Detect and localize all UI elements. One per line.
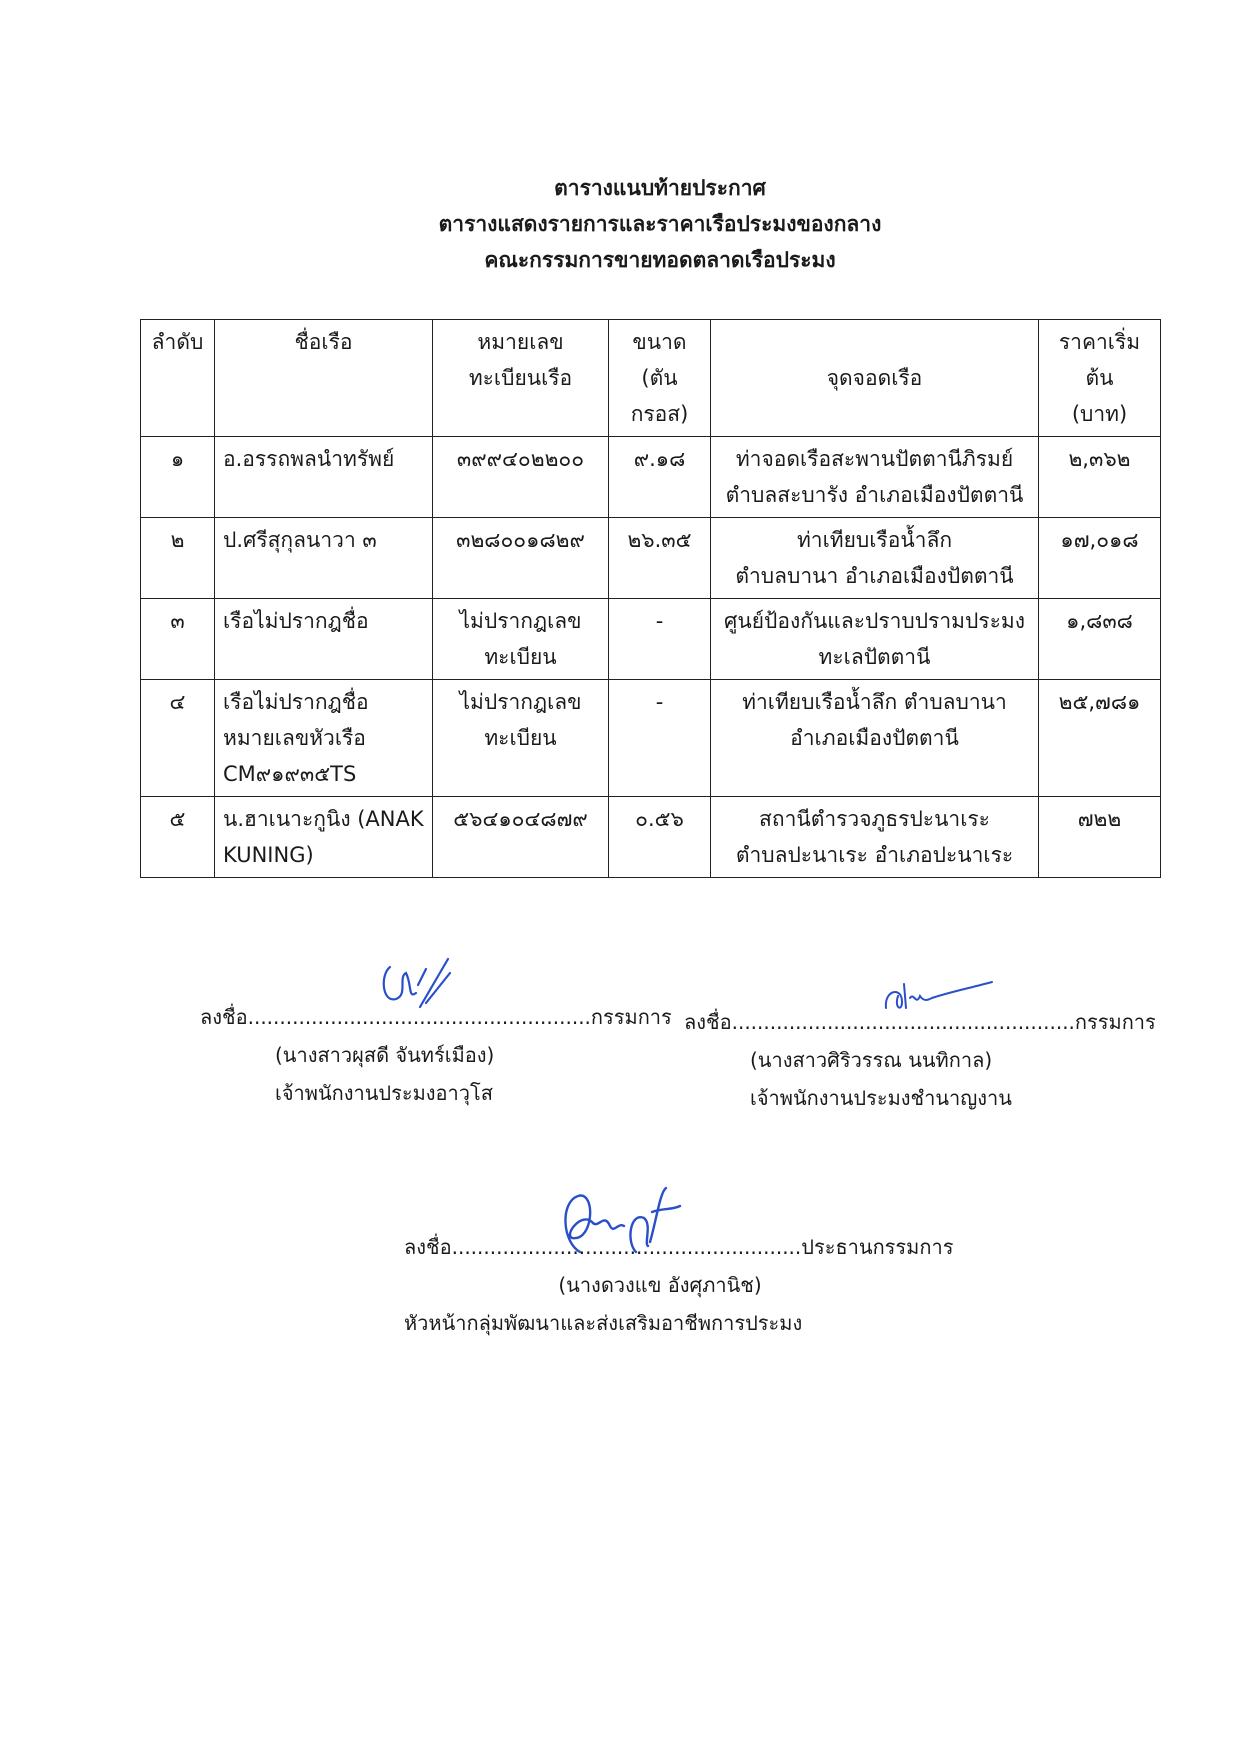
sign-role: กรรมการ <box>1074 1010 1156 1034</box>
signer-position: เจ้าพนักงานประมงชำนาญงาน <box>750 1086 1012 1110</box>
cell-seq: ๔ <box>141 680 215 797</box>
cell-seq: ๕ <box>141 797 215 878</box>
sign-dots: ....................................................... <box>451 1235 802 1259</box>
signer-name: (นางสาวศิริวรรณ นนทิกาล) <box>750 1048 993 1072</box>
cell-location: ศูนย์ป้องกันและปราบปรามประมง ทะเลปัตตานี <box>711 599 1039 680</box>
table-row <box>141 797 1161 878</box>
cell-boat-name: อ.อรรถพลนำทรัพย์ <box>215 437 433 518</box>
sign-role: ประธานกรรมการ <box>801 1235 954 1259</box>
signature-right <box>684 1003 1156 1117</box>
signature-left-ink <box>378 955 458 1025</box>
header-registration: หมายเลข ทะเบียนเรือ <box>433 320 609 437</box>
cell-price: ๑,๘๓๘ <box>1039 599 1161 680</box>
boat-price-table <box>140 319 1161 878</box>
table-header-row <box>141 320 1161 437</box>
signer-name: (นางสาวผุสดี จันทร์เมือง) <box>275 1043 495 1067</box>
cell-registration: ๓๒๘๐๐๑๘๒๙ <box>433 518 609 599</box>
header-seq: ลำดับ <box>141 320 215 437</box>
table-row <box>141 599 1161 680</box>
cell-boat-name: ป.ศรีสุกุลนาวา ๓ <box>215 518 433 599</box>
table-row <box>141 680 1161 797</box>
cell-boat-name: เรือไม่ปรากฎชื่อ <box>215 599 433 680</box>
sign-role: กรรมการ <box>590 1005 672 1029</box>
cell-boat-name: น.ฮาเนาะกูนิง (ANAK KUNING) <box>215 797 433 878</box>
cell-size: ๐.๕๖ <box>609 797 711 878</box>
header-location: จุดจอดเรือ <box>711 320 1039 437</box>
signature-center-ink <box>552 1182 702 1272</box>
cell-size: - <box>609 599 711 680</box>
sign-prefix: ลงชื่อ <box>200 1005 248 1029</box>
cell-price: ๒,๓๖๒ <box>1039 437 1161 518</box>
title-line-2: ตารางแสดงรายการและราคาเรือประมงของกลาง <box>438 212 882 236</box>
header-boat-name: ชื่อเรือ <box>215 320 433 437</box>
title-line-1: ตารางแนบท้ายประกาศ <box>554 176 766 200</box>
cell-price: ๒๕,๗๘๑ <box>1039 680 1161 797</box>
cell-registration: ไม่ปรากฎเลข ทะเบียน <box>433 599 609 680</box>
cell-size: ๒๖.๓๕ <box>609 518 711 599</box>
signer-name: (นางดวงแข อังศุภานิช) <box>558 1273 762 1297</box>
document-title <box>0 170 1240 278</box>
header-price: ราคาเริ่มต้น (บาท) <box>1039 320 1161 437</box>
cell-size: ๙.๑๘ <box>609 437 711 518</box>
cell-price: ๑๗,๐๑๘ <box>1039 518 1161 599</box>
cell-seq: ๓ <box>141 599 215 680</box>
cell-price: ๗๒๒ <box>1039 797 1161 878</box>
header-size: ขนาด (ตัน กรอส) <box>609 320 711 437</box>
sign-dots: ...................................................... <box>247 1005 591 1029</box>
table-row <box>141 518 1161 599</box>
cell-registration: ๓๙๙๔๐๒๒๐๐ <box>433 437 609 518</box>
sign-prefix: ลงชื่อ <box>404 1235 452 1259</box>
cell-location: สถานีตำรวจภูธรปะนาเระ ตำบลปะนาเระ อำเภอปะนาเระ <box>711 797 1039 878</box>
signer-position: หัวหน้ากลุ่มพัฒนาและส่งเสริมอาชีพการประมง <box>404 1311 803 1335</box>
cell-registration: ไม่ปรากฎเลข ทะเบียน <box>433 680 609 797</box>
sign-dots: ...................................................... <box>731 1010 1075 1034</box>
cell-seq: ๑ <box>141 437 215 518</box>
cell-location: ท่าจอดเรือสะพานปัตตานีภิรมย์ ตำบลสะบารัง อำเภอเมืองปัตตานี <box>711 437 1039 518</box>
cell-location: ท่าเทียบเรือน้ำลึก ตำบลบานา อำเภอเมืองปัตตานี <box>711 680 1039 797</box>
cell-location: ท่าเทียบเรือน้ำลึก ตำบลบานา อำเภอเมืองปัตตานี <box>711 518 1039 599</box>
cell-size: - <box>609 680 711 797</box>
cell-seq: ๒ <box>141 518 215 599</box>
signer-position: เจ้าพนักงานประมงอาวุโส <box>275 1081 493 1105</box>
title-line-3: คณะกรรมการขายทอดตลาดเรือประมง <box>484 248 836 272</box>
cell-registration: ๕๖๔๑๐๔๘๗๙ <box>433 797 609 878</box>
table-row <box>141 437 1161 518</box>
sign-prefix: ลงชื่อ <box>684 1010 732 1034</box>
cell-boat-name: เรือไม่ปรากฎชื่อ หมายเลขหัวเรือ CM๙๑๙๓๕TS <box>215 680 433 797</box>
signature-right-ink <box>880 978 1000 1018</box>
